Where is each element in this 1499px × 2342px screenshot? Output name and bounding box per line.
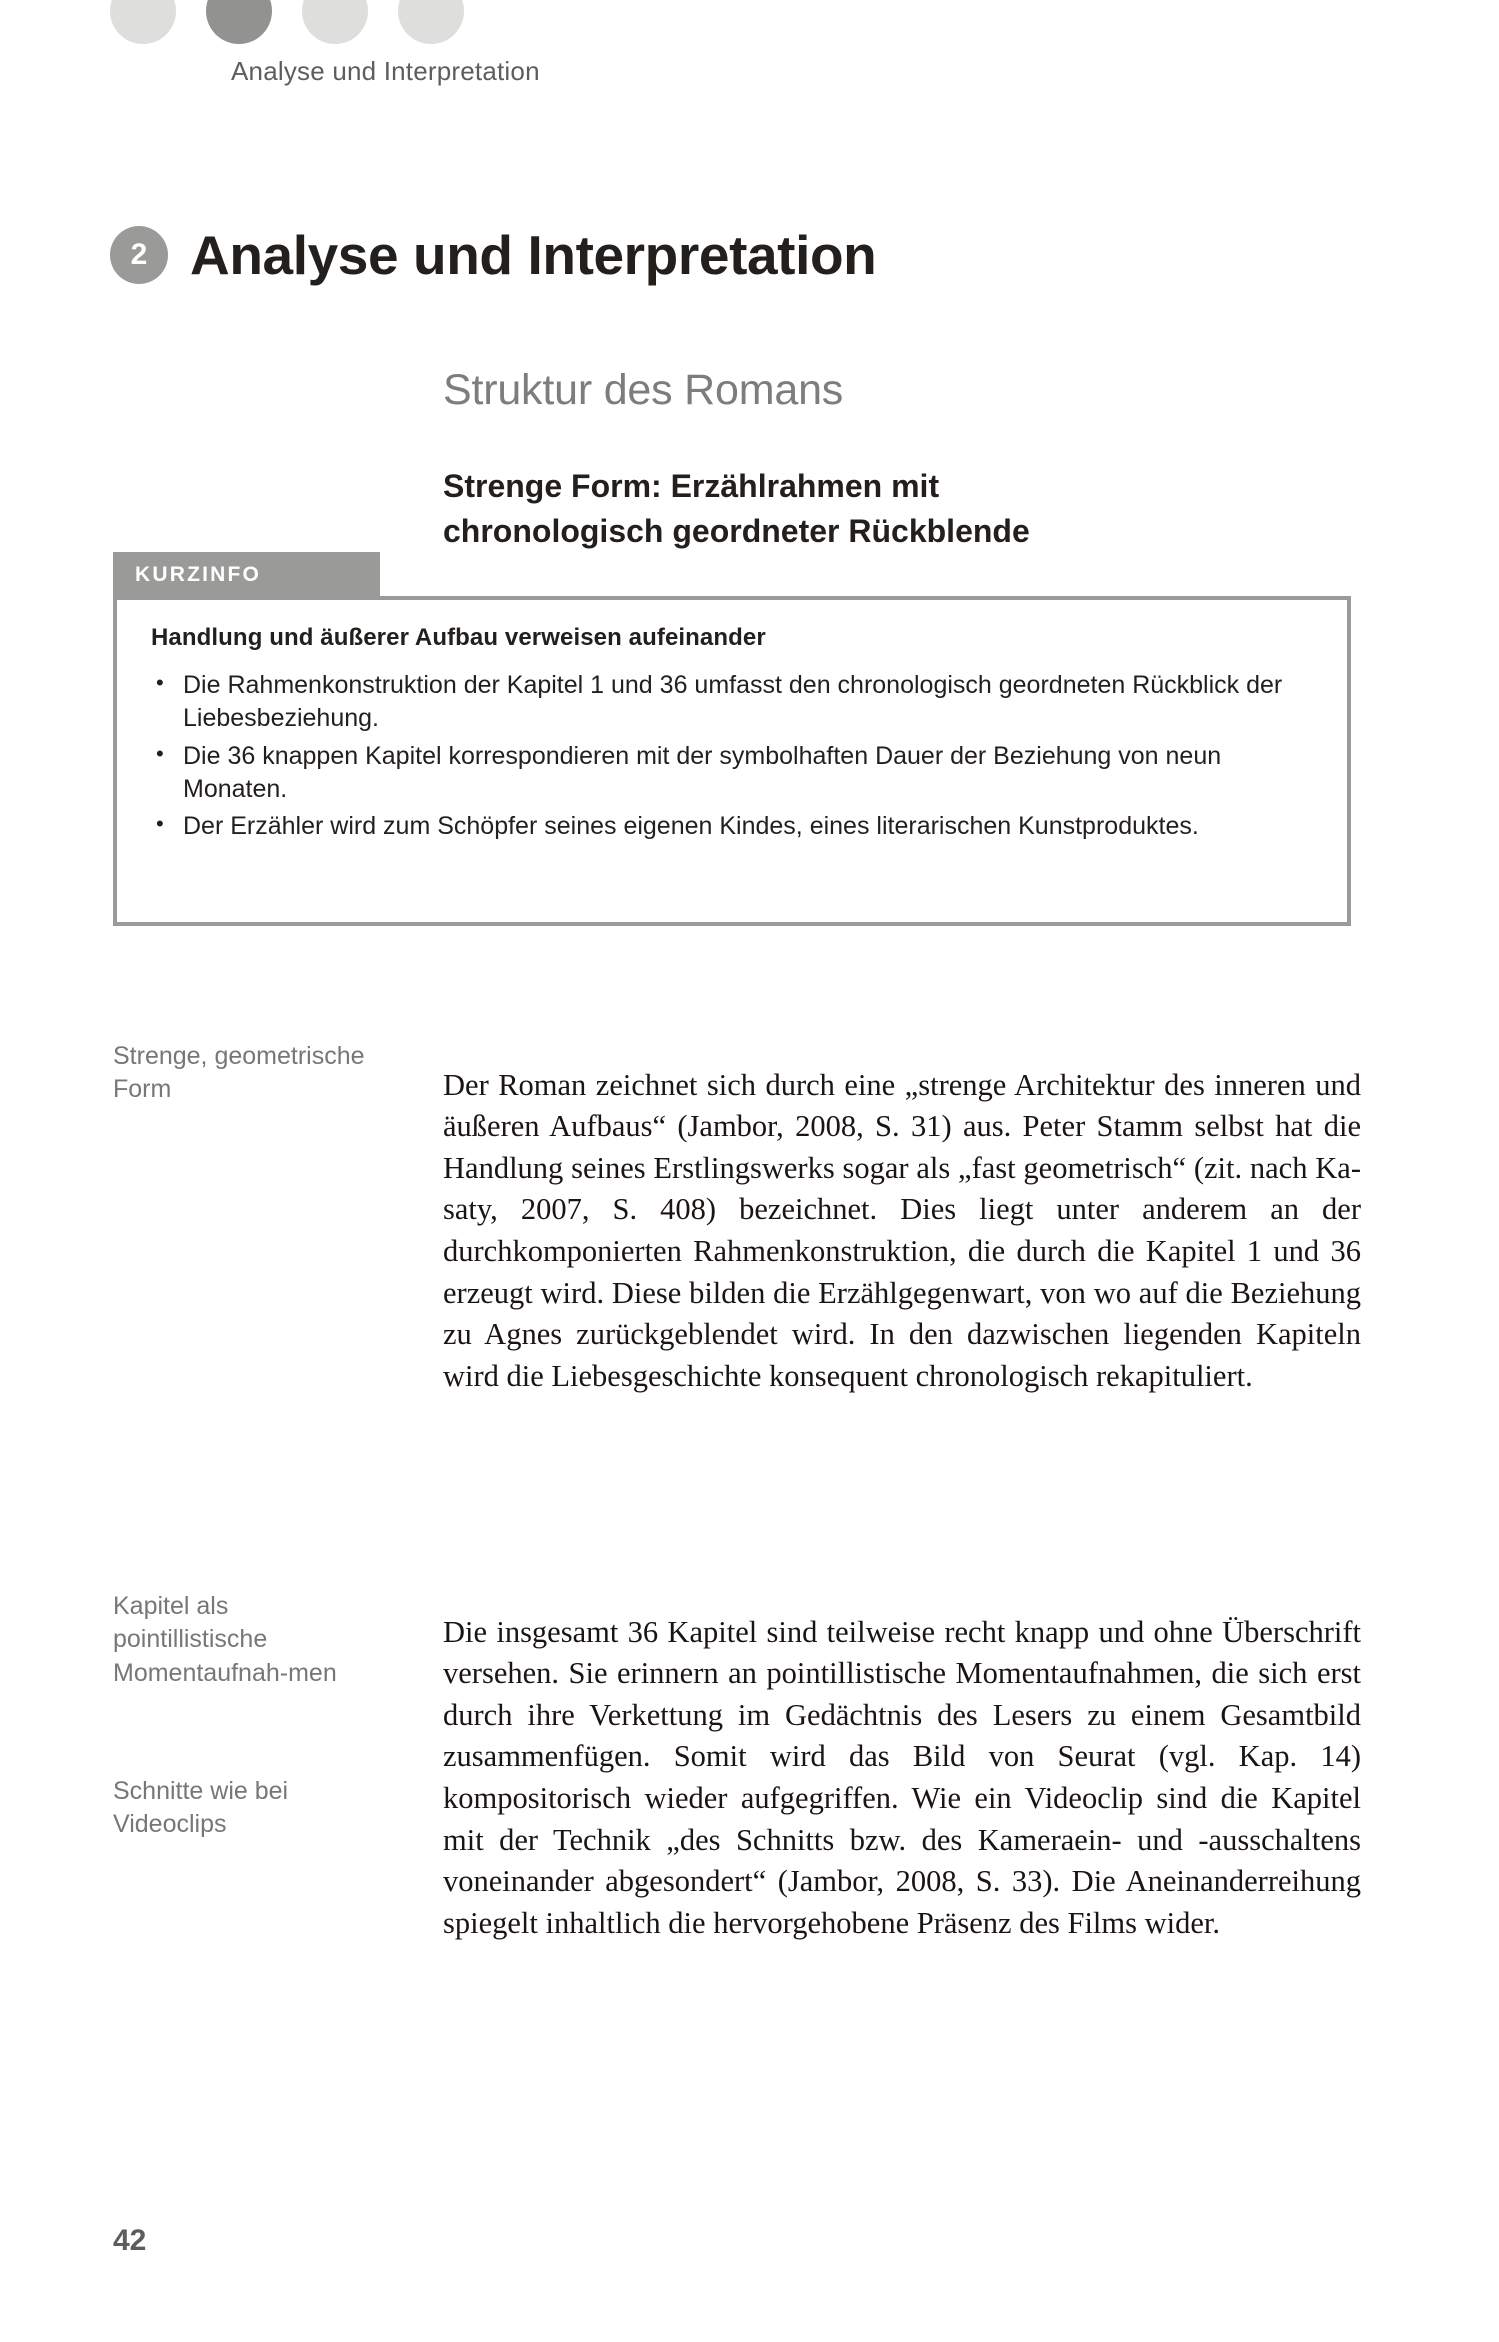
chapter-dot-3 xyxy=(302,0,368,44)
bullet-icon: • xyxy=(156,670,164,695)
body-paragraph-2: Die insgesamt 36 Kapitel sind teilweise recht knapp und ohne Überschrift versehen. Sie erinnern an pointillistische Momentaufnahmen, die sich erst durch ihre Verkettung im Gedächtnis des Lesers zu einem Gesamtbild zusammenfügen. Somit wird das Bild von Seurat (vgl. Kap. 14) kompositorisch wieder aufgegriffen. Wie ein Videoclip sind die Kapitel mit der Technik „des Schnitts bzw. des Kameraein- und -ausschaltens voneinander abgesondert“ (Jambor, 2008, S. 33). Die Aneinanderreihung spiegelt inhaltlich die hervorgehobene Präsenz des Films wider. xyxy=(443,1614,1361,1940)
chapter-title: Analyse und Interpretation xyxy=(190,223,877,286)
chapter-dot-1 xyxy=(110,0,176,44)
chapter-dot-4 xyxy=(398,0,464,44)
chapter-heading xyxy=(110,186,876,324)
section-title: Struktur des Romans xyxy=(443,365,844,414)
kurzinfo-box xyxy=(113,596,1351,926)
bullet-icon: • xyxy=(156,811,164,836)
chapter-number-badge: 2 xyxy=(110,226,168,284)
chapter-dot-indicator xyxy=(110,0,464,44)
chapter-dot-2-active xyxy=(206,0,272,44)
running-header-title: Analyse und Interpretation xyxy=(231,56,540,86)
kurzinfo-headline: Handlung und äußerer Aufbau verweisen aufeinander xyxy=(151,624,766,651)
kurzinfo-list-item xyxy=(151,740,1317,807)
kurzinfo-item-text: Die 36 knappen Kapitel korrespondieren mit der symbolhaften Dauer der Beziehung von neun Monaten. xyxy=(183,741,1222,803)
margin-note-strenge-geometrische-form: Strenge, geometrische Form xyxy=(113,1042,365,1104)
page-number: 42 xyxy=(113,2224,147,2257)
running-header xyxy=(0,0,1499,120)
margin-note-schnitte-wie-bei-videoclips: Schnitte wie bei Videoclips xyxy=(113,1777,289,1839)
kurzinfo-tab-label: KURZINFO xyxy=(113,552,380,598)
kurzinfo-list xyxy=(151,669,1317,843)
kurzinfo-list-item xyxy=(151,810,1317,843)
margin-note-kapitel-als-pointillistische-momentaufnahmen: Kapitel als pointillistische Momentaufnah-men xyxy=(113,1592,337,1687)
body-paragraph-1: Der Roman zeichnet sich durch eine „strenge Architektur des inneren und äußeren Aufbaus“ (Jambor, 2008, S. 31) aus. Peter Stamm selbst hat die Handlung seines Erstlingswerks sogar als „fast geometrisch“ (zit. nach Kasaty, 2007, S. 408) bezeichnet. Dies liegt unter anderem an der durchkomponierten Rahmenkonstruktion, die durch die Kapitel 1 und 36 erzeugt wird. Diese bilden die Erzählgegenwart, von wo auf die Beziehung zu Agnes zurückgeblendet wird. In den dazwischen liegenden Kapiteln wird die Liebesgeschichte konsequent chronologisch rekapituliert. xyxy=(443,1067,1361,1393)
kurzinfo-list-item xyxy=(151,669,1317,736)
kurzinfo-item-text: Die Rahmenkonstruktion der Kapitel 1 und 36 umfasst den chronologisch geordneten Rückblick der Liebesbeziehung. xyxy=(183,671,1283,733)
kurzinfo-item-text: Der Erzähler wird zum Schöpfer seines eigenen Kindes, eines literarischen Kunstproduktes. xyxy=(183,812,1199,840)
bullet-icon: • xyxy=(156,740,164,766)
subsection-title: Strenge Form: Erzählrahmen mit chronologisch geordneter Rückblende xyxy=(443,468,1030,550)
